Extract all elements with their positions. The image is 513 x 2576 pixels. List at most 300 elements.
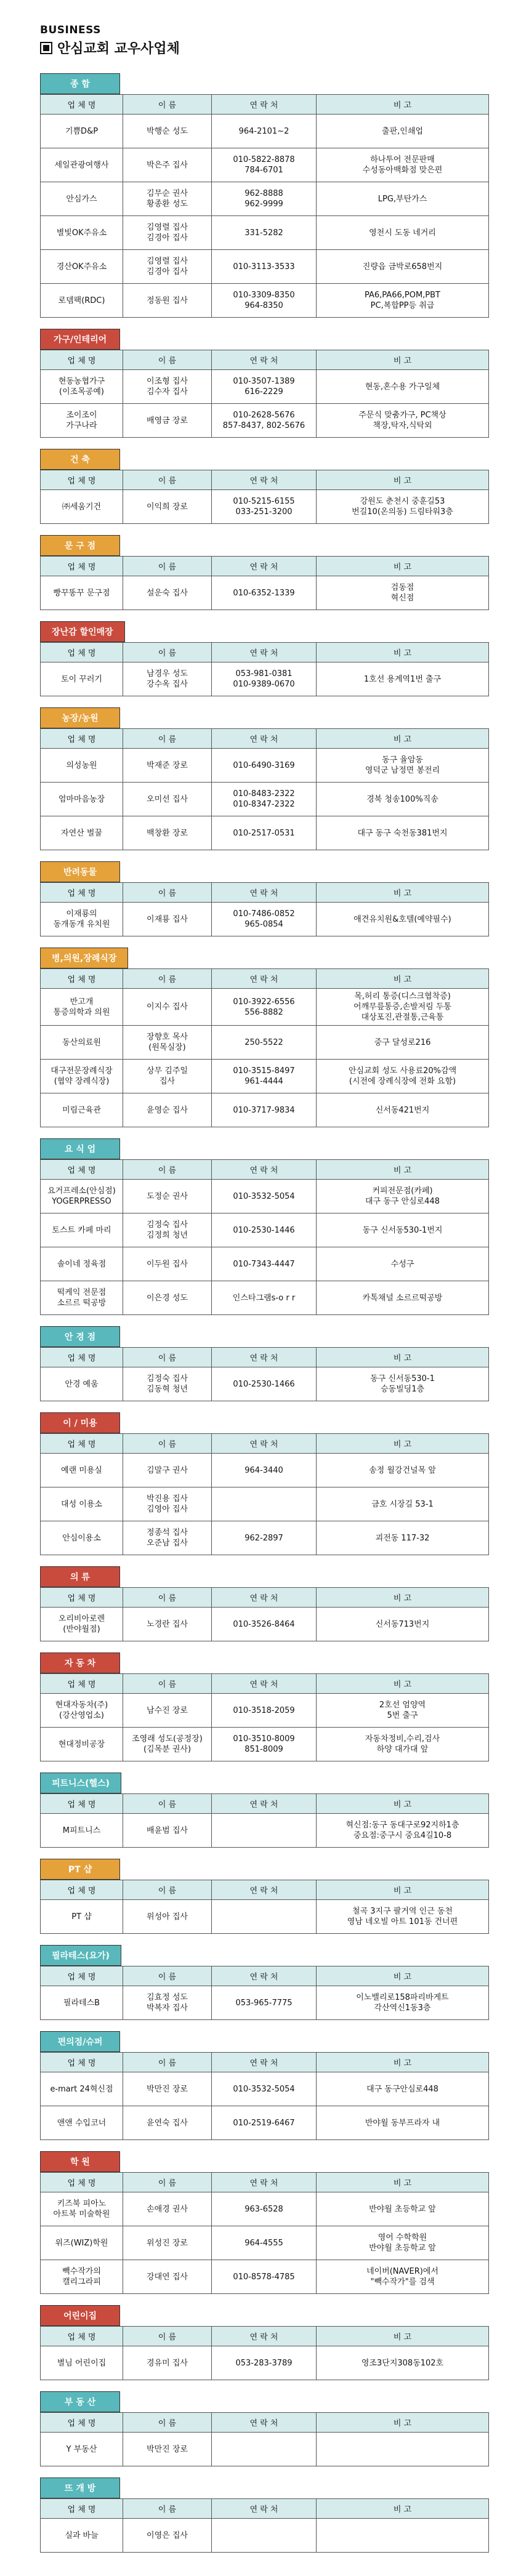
- business-name-cell: 빵꾸똥꾸 문구점: [41, 576, 123, 610]
- contact-cell: [212, 1487, 317, 1521]
- person-name-cell: 윤영순 집사: [123, 1093, 212, 1127]
- column-header-contact: 연 락 처: [212, 643, 317, 662]
- section: [40, 449, 488, 524]
- business-name-cell: 안심가스: [41, 182, 123, 216]
- column-header-note: 비 고: [317, 1348, 489, 1367]
- note-cell: 동구 신서동530-1 승동빌딩1층: [317, 1367, 489, 1401]
- table-row: [41, 783, 489, 816]
- section-header: 건 축: [40, 449, 120, 470]
- table-header-row: [41, 350, 489, 370]
- section-header: 종 합: [40, 73, 120, 94]
- table-row: [41, 1093, 489, 1127]
- column-header-contact: 연 락 처: [212, 883, 317, 903]
- section: [40, 1412, 488, 1555]
- note-cell: 커피전문점(카페) 대구 동구 안심로448: [317, 1180, 489, 1214]
- section: [40, 1566, 488, 1641]
- column-header-contact: 연 락 처: [212, 2173, 317, 2192]
- business-table: [40, 1587, 489, 1641]
- section-header: 자 동 차: [40, 1652, 120, 1673]
- note-cell: 현동,혼수용 가구일체: [317, 370, 489, 404]
- table-header-row: [41, 729, 489, 749]
- business-table: [40, 470, 489, 524]
- note-cell: 대구 동구 숙천동381번지: [317, 816, 489, 850]
- section: [40, 535, 488, 610]
- contact-cell: 010-2530-1446: [212, 1214, 317, 1247]
- sections-container: [40, 73, 488, 2553]
- business-name-cell: 안심이용소: [41, 1521, 123, 1555]
- note-cell: 출판,인쇄업: [317, 115, 489, 148]
- column-header-note: 비 고: [317, 95, 489, 115]
- contact-cell: 963-6528: [212, 2192, 317, 2226]
- section-header: 가구/인테리어: [40, 329, 120, 350]
- note-cell: 자동차정비,수리,검사 하양 대가대 앞: [317, 1728, 489, 1761]
- note-cell: 반야월 동부프라자 내: [317, 2106, 489, 2140]
- contact-cell: 964-3440: [212, 1454, 317, 1487]
- table-header-row: [41, 1794, 489, 1814]
- column-header-note: 비 고: [317, 1434, 489, 1454]
- business-name-cell: 빽수작가의 캘리그라피: [41, 2260, 123, 2294]
- column-header-contact: 연 락 처: [212, 2413, 317, 2433]
- section: [40, 1945, 488, 2020]
- contact-cell: 010-2517-0531: [212, 816, 317, 850]
- business-table: [40, 1433, 489, 1555]
- table-row: [41, 404, 489, 438]
- business-name-cell: 오리비아로렌 (반야월점): [41, 1608, 123, 1641]
- note-cell: 진량읍 금박로658번지: [317, 250, 489, 284]
- section: [40, 1859, 488, 1934]
- table-row: [41, 1694, 489, 1728]
- column-header-name: 이 름: [123, 1434, 212, 1454]
- table-row: [41, 576, 489, 610]
- note-cell: 영어 수학학원 반야월 초등학교 앞: [317, 2226, 489, 2260]
- business-name-cell: 토이 꾸러기: [41, 662, 123, 696]
- table-row: [41, 1247, 489, 1281]
- contact-cell: 010-3309-8350 964-8350: [212, 284, 317, 318]
- column-header-name: 이 름: [123, 643, 212, 662]
- note-cell: 이노밸리로158파리바게트 각산역신1동3층: [317, 1986, 489, 2020]
- note-cell: PA6,PA66,POM,PBT PC,복합PP등 취급: [317, 284, 489, 318]
- contact-cell: 053-981-0381 010-9389-0670: [212, 662, 317, 696]
- table-row: [41, 662, 489, 696]
- section: [40, 329, 488, 438]
- contact-cell: 053-965-7775: [212, 1986, 317, 2020]
- person-name-cell: 손애경 권사: [123, 2192, 212, 2226]
- note-cell: 1호선 용계역1번 출구: [317, 662, 489, 696]
- table-header-row: [41, 643, 489, 662]
- column-header-business: 업 체 명: [41, 1880, 123, 1900]
- table-row: [41, 1521, 489, 1555]
- page-title: 안심교회 교우사업체: [57, 41, 180, 57]
- person-name-cell: 배영금 장로: [123, 404, 212, 438]
- section-header: 부 동 산: [40, 2391, 120, 2412]
- contact-cell: 010-3507-1389 616-2229: [212, 370, 317, 404]
- table-row: [41, 2346, 489, 2380]
- business-table: [40, 1159, 489, 1315]
- contact-cell: 964-2101~2: [212, 115, 317, 148]
- column-header-name: 이 름: [123, 883, 212, 903]
- person-name-cell: 상무 김주일 집사: [123, 1060, 212, 1093]
- section: [40, 73, 488, 318]
- square-icon: [40, 42, 52, 54]
- business-name-cell: 실과 바늘: [41, 2519, 123, 2553]
- column-header-business: 업 체 명: [41, 2053, 123, 2072]
- business-name-cell: 별님 어린이집: [41, 2346, 123, 2380]
- column-header-business: 업 체 명: [41, 95, 123, 115]
- section-header: 뜨 개 방: [40, 2477, 120, 2498]
- contact-cell: 331-5282: [212, 216, 317, 250]
- table-header-row: [41, 1588, 489, 1608]
- contact-cell: 010-6490-3169: [212, 749, 317, 783]
- column-header-name: 이 름: [123, 1880, 212, 1900]
- column-header-name: 이 름: [123, 95, 212, 115]
- table-header-row: [41, 1674, 489, 1694]
- section-header: 학 원: [40, 2151, 120, 2172]
- column-header-note: 비 고: [317, 883, 489, 903]
- column-header-name: 이 름: [123, 2173, 212, 2192]
- table-row: [41, 1728, 489, 1761]
- section: [40, 621, 488, 696]
- column-header-contact: 연 락 처: [212, 969, 317, 989]
- column-header-contact: 연 락 처: [212, 2499, 317, 2519]
- section-header: 장난감 할인매장: [40, 621, 125, 642]
- contact-cell: 010-3510-8009 851-8009: [212, 1728, 317, 1761]
- contact-cell: 010-3717-9834: [212, 1093, 317, 1127]
- section: [40, 2477, 488, 2553]
- table-row: [41, 2192, 489, 2226]
- section-header: 문 구 점: [40, 535, 120, 556]
- section-header: PT 샵: [40, 1859, 120, 1880]
- business-name-cell: PT 샵: [41, 1900, 123, 1934]
- business-table: [40, 1793, 489, 1848]
- business-name-cell: 현대정비공장: [41, 1728, 123, 1761]
- business-table: [40, 2498, 489, 2553]
- business-table: [40, 1880, 489, 1934]
- table-header-row: [41, 1880, 489, 1900]
- person-name-cell: 위성진 장로: [123, 2226, 212, 2260]
- section-header: 필라테스(요가): [40, 1945, 121, 1966]
- person-name-cell: 도정순 권사: [123, 1180, 212, 1214]
- table-row: [41, 2260, 489, 2294]
- table-header-row: [41, 2413, 489, 2433]
- table-row: [41, 1900, 489, 1934]
- title-row: [40, 38, 488, 57]
- note-cell: 신서동713번지: [317, 1608, 489, 1641]
- table-header-row: [41, 883, 489, 903]
- column-header-contact: 연 락 처: [212, 1674, 317, 1694]
- table-header-row: [41, 470, 489, 490]
- section: [40, 2391, 488, 2466]
- column-header-note: 비 고: [317, 2413, 489, 2433]
- table-row: [41, 1487, 489, 1521]
- person-name-cell: 김정숙 집사 김정희 청년: [123, 1214, 212, 1247]
- contact-cell: 010-3526-8464: [212, 1608, 317, 1641]
- business-name-cell: 이재룡의 동개동개 유치원: [41, 903, 123, 936]
- contact-cell: 010-8483-2322 010-8347-2322: [212, 783, 317, 816]
- column-header-business: 업 체 명: [41, 1966, 123, 1986]
- person-name-cell: 박행순 성도: [123, 115, 212, 148]
- table-row: [41, 216, 489, 250]
- business-name-cell: 반고개 통증의학과 의원: [41, 989, 123, 1026]
- person-name-cell: 김영렬 집사 김경아 집사: [123, 250, 212, 284]
- column-header-business: 업 체 명: [41, 643, 123, 662]
- column-header-name: 이 름: [123, 2499, 212, 2519]
- business-name-cell: M피트니스: [41, 1814, 123, 1848]
- section-header: 농장/농원: [40, 707, 120, 728]
- business-name-cell: 의성농원: [41, 749, 123, 783]
- person-name-cell: 남수진 장로: [123, 1694, 212, 1728]
- section-header: 피트니스(헬스): [40, 1773, 121, 1793]
- column-header-contact: 연 락 처: [212, 350, 317, 370]
- note-cell: 강원도 춘천시 중훈길53 번길10(온의동) 드림타워3층: [317, 490, 489, 524]
- table-row: [41, 1454, 489, 1487]
- person-name-cell: 백창환 장로: [123, 816, 212, 850]
- column-header-business: 업 체 명: [41, 729, 123, 749]
- section: [40, 1326, 488, 1401]
- table-row: [41, 1026, 489, 1060]
- business-table: [40, 2172, 489, 2294]
- business-table: [40, 94, 489, 318]
- person-name-cell: 김말구 권사: [123, 1454, 212, 1487]
- business-name-cell: 대성 이용소: [41, 1487, 123, 1521]
- table-row: [41, 903, 489, 936]
- column-header-name: 이 름: [123, 969, 212, 989]
- section: [40, 948, 488, 1127]
- business-name-cell: 앤앤 수입코너: [41, 2106, 123, 2140]
- column-header-name: 이 름: [123, 470, 212, 490]
- note-cell: 주문식 맞춤가구, PC책상 책장,탁자,식탁외: [317, 404, 489, 438]
- column-header-contact: 연 락 처: [212, 95, 317, 115]
- table-header-row: [41, 2173, 489, 2192]
- business-name-cell: e-mart 24혁신점: [41, 2072, 123, 2106]
- business-name-cell: 자연산 벌꿀: [41, 816, 123, 850]
- business-name-cell: 요거프레소(안심점) YOGERPRESSO: [41, 1180, 123, 1214]
- business-name-cell: 동산의료원: [41, 1026, 123, 1060]
- person-name-cell: 이재룡 집사: [123, 903, 212, 936]
- contact-cell: 053-283-3789: [212, 2346, 317, 2380]
- person-name-cell: 김무순 권사 황종환 성도: [123, 182, 212, 216]
- column-header-name: 이 름: [123, 350, 212, 370]
- contact-cell: [212, 1814, 317, 1848]
- table-row: [41, 1814, 489, 1848]
- business-table: [40, 1673, 489, 1761]
- table-header-row: [41, 1160, 489, 1180]
- table-row: [41, 2072, 489, 2106]
- table-row: [41, 1214, 489, 1247]
- contact-cell: 010-3922-6556 556-8882: [212, 989, 317, 1026]
- column-header-business: 업 체 명: [41, 1588, 123, 1608]
- table-row: [41, 816, 489, 850]
- column-header-contact: 연 락 처: [212, 2327, 317, 2346]
- contact-cell: 962-2897: [212, 1521, 317, 1555]
- contact-cell: 010-3515-8497 961-4444: [212, 1060, 317, 1093]
- column-header-business: 업 체 명: [41, 1794, 123, 1814]
- table-row: [41, 1986, 489, 2020]
- table-header-row: [41, 1348, 489, 1367]
- brand-label: BUSINESS: [40, 24, 101, 36]
- section: [40, 1138, 488, 1315]
- table-header-row: [41, 2327, 489, 2346]
- column-header-note: 비 고: [317, 470, 489, 490]
- person-name-cell: 박만진 장로: [123, 2433, 212, 2466]
- business-name-cell: 미림근육관: [41, 1093, 123, 1127]
- person-name-cell: 김효정 성도 박복자 집사: [123, 1986, 212, 2020]
- business-name-cell: 떡케익 전문점 소르르 떡공방: [41, 1281, 123, 1315]
- business-name-cell: 엄마마음농장: [41, 783, 123, 816]
- person-name-cell: 조영래 성도(공정장) (김목분 권사): [123, 1728, 212, 1761]
- column-header-business: 업 체 명: [41, 2499, 123, 2519]
- column-header-name: 이 름: [123, 1348, 212, 1367]
- business-table: [40, 642, 489, 696]
- contact-cell: 010-3113-3533: [212, 250, 317, 284]
- person-name-cell: 배윤범 집사: [123, 1814, 212, 1848]
- table-row: [41, 115, 489, 148]
- contact-cell: [212, 2519, 317, 2553]
- column-header-contact: 연 락 처: [212, 1794, 317, 1814]
- column-header-note: 비 고: [317, 2327, 489, 2346]
- contact-cell: [212, 2433, 317, 2466]
- column-header-note: 비 고: [317, 350, 489, 370]
- business-name-cell: 예랜 미용실: [41, 1454, 123, 1487]
- column-header-name: 이 름: [123, 729, 212, 749]
- table-row: [41, 1281, 489, 1315]
- note-cell: 카톡채널 소르르떡공방: [317, 1281, 489, 1315]
- person-name-cell: 정종석 집사 오준남 집사: [123, 1521, 212, 1555]
- column-header-note: 비 고: [317, 643, 489, 662]
- contact-cell: 962-8888 962-9999: [212, 182, 317, 216]
- column-header-contact: 연 락 처: [212, 729, 317, 749]
- note-cell: 철곡 3지구 팔거역 인근 동천 영남 네오빌 아트 101동 건너편: [317, 1900, 489, 1934]
- person-name-cell: 박은주 집사: [123, 148, 212, 182]
- contact-cell: 010-5822-8878 784-6701: [212, 148, 317, 182]
- business-table: [40, 1347, 489, 1401]
- business-name-cell: ㈜세움기건: [41, 490, 123, 524]
- note-cell: 목,허리 통증(디스크협착증) 어깨무릎통증,손발저림 두통 대상포진,관절통,근육통: [317, 989, 489, 1026]
- table-header-row: [41, 969, 489, 989]
- note-cell: 영조3단지308동102호: [317, 2346, 489, 2380]
- section-header: 의 류: [40, 1566, 120, 1587]
- person-name-cell: 김영렬 집사 김경아 집사: [123, 216, 212, 250]
- table-row: [41, 2433, 489, 2466]
- note-cell: 괴전동 117-32: [317, 1521, 489, 1555]
- person-name-cell: 이지수 집사: [123, 989, 212, 1026]
- business-name-cell: 로뎀팩(RDC): [41, 284, 123, 318]
- business-name-cell: 위즈(WIZ)학원: [41, 2226, 123, 2260]
- person-name-cell: 이두원 집사: [123, 1247, 212, 1281]
- note-cell: 하나투어 전문판매 수성동아백화점 맞은편: [317, 148, 489, 182]
- note-cell: LPG,부탄가스: [317, 182, 489, 216]
- column-header-name: 이 름: [123, 2053, 212, 2072]
- section-header: 이 / 미용: [40, 1412, 120, 1433]
- column-header-contact: 연 락 처: [212, 1434, 317, 1454]
- contact-cell: 010-3518-2059: [212, 1694, 317, 1728]
- person-name-cell: 박만진 장로: [123, 2072, 212, 2106]
- note-cell: 네이버(NAVER)에서 "빽수작가"를 검색: [317, 2260, 489, 2294]
- column-header-note: 비 고: [317, 729, 489, 749]
- note-cell: 애견유치원&호텔(예약필수): [317, 903, 489, 936]
- person-name-cell: 강대연 집사: [123, 2260, 212, 2294]
- contact-cell: 010-8578-4785: [212, 2260, 317, 2294]
- table-header-row: [41, 95, 489, 115]
- section-header: 요 식 업: [40, 1138, 120, 1159]
- column-header-contact: 연 락 처: [212, 557, 317, 576]
- table-header-row: [41, 2053, 489, 2072]
- note-cell: 동구 신서동530-1번지: [317, 1214, 489, 1247]
- column-header-note: 비 고: [317, 1794, 489, 1814]
- contact-cell: 964-4555: [212, 2226, 317, 2260]
- table-row: [41, 490, 489, 524]
- person-name-cell: 오미선 집사: [123, 783, 212, 816]
- section: [40, 861, 488, 936]
- business-name-cell: 현대자동차(주) (강산영업소): [41, 1694, 123, 1728]
- note-cell: 경북 청송100%직송: [317, 783, 489, 816]
- business-name-cell: 필라테스B: [41, 1986, 123, 2020]
- person-name-cell: 설운숙 집사: [123, 576, 212, 610]
- business-name-cell: 안경 예움: [41, 1367, 123, 1401]
- person-name-cell: 남경우 성도 강수옥 집사: [123, 662, 212, 696]
- table-header-row: [41, 557, 489, 576]
- note-cell: 송정 월강건널목 앞: [317, 1454, 489, 1487]
- section: [40, 2305, 488, 2380]
- note-cell: 2호선 엄양역 5번 출구: [317, 1694, 489, 1728]
- contact-cell: 010-6352-1339: [212, 576, 317, 610]
- note-cell: 동구 율암동 영덕군 남정면 봉전리: [317, 749, 489, 783]
- contact-cell: 010-7486-0852 965-0854: [212, 903, 317, 936]
- column-header-business: 업 체 명: [41, 470, 123, 490]
- business-name-cell: Y 부동산: [41, 2433, 123, 2466]
- section-header: 어린이집: [40, 2305, 120, 2326]
- column-header-name: 이 름: [123, 2413, 212, 2433]
- note-cell: 혁신점:동구 동대구로92지하1층 중요점:중구시 중요4길10-8: [317, 1814, 489, 1848]
- note-cell: 수성구: [317, 1247, 489, 1281]
- note-cell: 영천시 도동 네거리: [317, 216, 489, 250]
- column-header-business: 업 체 명: [41, 557, 123, 576]
- table-row: [41, 1608, 489, 1641]
- column-header-note: 비 고: [317, 2499, 489, 2519]
- column-header-note: 비 고: [317, 2053, 489, 2072]
- section-header: 편의점/슈퍼: [40, 2031, 120, 2052]
- business-name-cell: 기쁨D&P: [41, 115, 123, 148]
- note-cell: 대구 동구안심로448: [317, 2072, 489, 2106]
- person-name-cell: 장향호 목사 (원목실장): [123, 1026, 212, 1060]
- business-table: [40, 556, 489, 610]
- business-name-cell: 대구전문장례식장 (협약 장례식장): [41, 1060, 123, 1093]
- note-cell: 반야월 초등학교 앞: [317, 2192, 489, 2226]
- column-header-business: 업 체 명: [41, 1348, 123, 1367]
- column-header-contact: 연 락 처: [212, 2053, 317, 2072]
- table-row: [41, 148, 489, 182]
- person-name-cell: 노경란 집사: [123, 1608, 212, 1641]
- business-name-cell: 세일관광여행사: [41, 148, 123, 182]
- column-header-contact: 연 락 처: [212, 1966, 317, 1986]
- contact-cell: 010-2628-5676 857-8437, 802-5676: [212, 404, 317, 438]
- table-row: [41, 250, 489, 284]
- column-header-business: 업 체 명: [41, 1434, 123, 1454]
- column-header-note: 비 고: [317, 1966, 489, 1986]
- person-name-cell: 정동원 집사: [123, 284, 212, 318]
- note-cell: 신서동421번지: [317, 1093, 489, 1127]
- note-cell: 중구 달성로216: [317, 1026, 489, 1060]
- person-name-cell: 이익희 장로: [123, 490, 212, 524]
- table-row: [41, 1180, 489, 1214]
- column-header-business: 업 체 명: [41, 2327, 123, 2346]
- column-header-business: 업 체 명: [41, 1160, 123, 1180]
- person-name-cell: 윤연숙 집사: [123, 2106, 212, 2140]
- table-header-row: [41, 1434, 489, 1454]
- person-name-cell: 위성아 집사: [123, 1900, 212, 1934]
- section-header: 안 경 점: [40, 1326, 120, 1347]
- note-cell: 검동점 혁신점: [317, 576, 489, 610]
- column-header-contact: 연 락 처: [212, 1880, 317, 1900]
